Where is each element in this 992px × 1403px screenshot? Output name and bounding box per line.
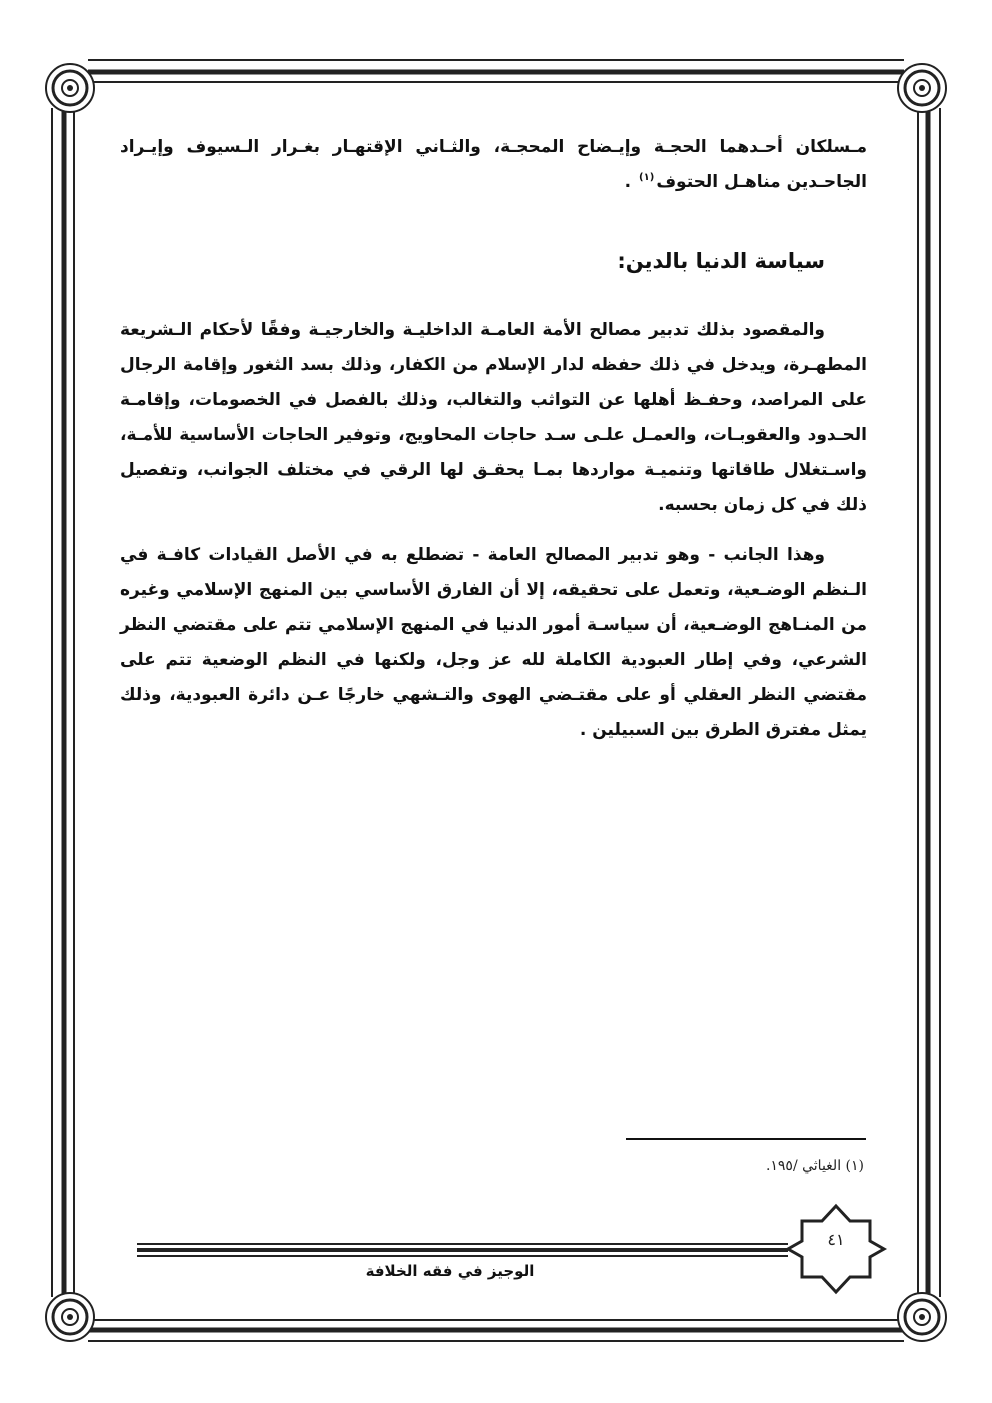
paragraph: وهذا الجانب - وهو تدبير المصالح العامة - تضطلع به في الأصل القيادات كافـة في الـنظم الوضـعية، وتعمل على تحقيقه، إلا أن الفارق الأساسي بين المنهج الإسلامي وغيره من المنـاهج الوضـعية، أن سياسـة أمور الدنيا في المنهج الإسلامي تتم على مقتضي النظر الشرعي، وفي إطار العبودية الكاملة لله عز وجل، ولكنها في النظم الوضعية تتم على مقتضي النظر العقلي أو على مقتـضي الهوى والتـشهي خارجًا عـن دائرة العبودية، وذلك يمثل مفترق الطرق بين السبيلين . bbox=[120, 545, 867, 740]
corner-ornament-top-left bbox=[46, 64, 94, 112]
page-number-badge bbox=[788, 1206, 884, 1292]
page-number: ٤١ bbox=[827, 1230, 845, 1249]
running-footer-title: الوجيز في فقه الخلافة bbox=[365, 1262, 535, 1280]
footer-rule bbox=[137, 1244, 788, 1256]
footnote-separator bbox=[626, 1138, 866, 1140]
corner-ornament-bottom-right bbox=[898, 1293, 946, 1341]
corner-ornament-top-right bbox=[898, 64, 946, 112]
section-heading: سياسة الدنيا بالدين: bbox=[617, 249, 825, 273]
body-text bbox=[120, 130, 867, 763]
intro-end: . bbox=[624, 172, 632, 192]
intro-text: مـسلكان أحـدهما الحجـة وإيـضاح المحجـة، والثـاني الإقتهـار بغـرار الـسيوف وإيـراد الجاحـدين مناهـل الحتوف bbox=[120, 137, 867, 192]
intro-paragraph bbox=[120, 130, 867, 200]
footnote-reference: (١) bbox=[639, 172, 655, 184]
paragraph: والمقصود بذلك تدبير مصالح الأمة العامـة الداخليـة والخارجيـة وفقًا لأحكام الـشريعة المطهـرة، ويدخل في ذلك حفظه لدار الإسلام من الكفار، وذلك بسد الثغور وإقامة الرجال على المراصد، وحفـظ أهلها عن التواثب والتغالب، وذلك بالفصل في الخصومات، وإقامـة الحـدود والعقوبـات، والعمـل علـى سـد حاجات المحاويج، وتوفير الحاجات الأساسية للأمـة، واسـتغلال طاقاتها وتنميـة مواردها بمـا يحقـق لها الرقي في مختلف الجوانب، وتفصيل ذلك في كل زمان بحسبه. bbox=[120, 320, 867, 515]
corner-ornament-bottom-left bbox=[46, 1293, 94, 1341]
footnote: (١) الغياثي /١٩٥. bbox=[765, 1158, 864, 1174]
